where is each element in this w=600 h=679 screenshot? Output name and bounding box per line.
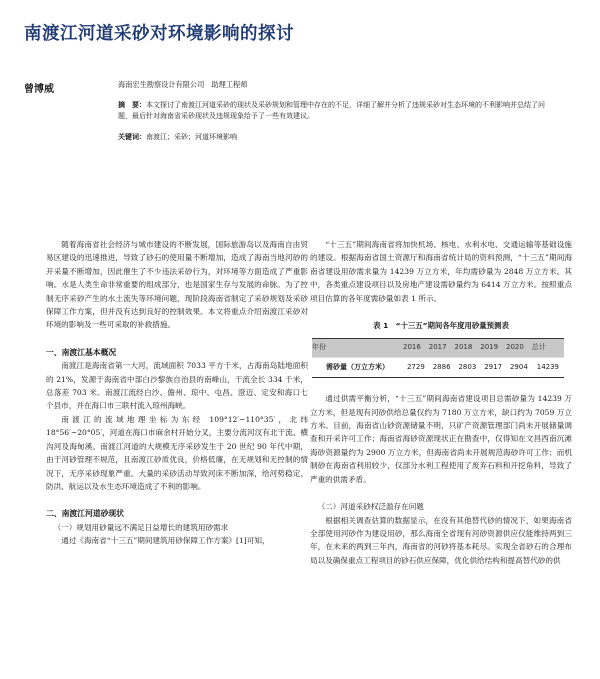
right-paragraph-3: 根据相关调查估算的数据显示，在没有其他替代砂的情况下，如果海南省全部使用河砂作为建设用砂，那么海南全省现有河砂资源供应仅能维持两到三年，在未来的两到三年内，海南省的河砂将基本耗尽。实现全省砂石的合理布局以及确保重点工程项目的砂石供应保障，优化供给结构和提高替代砂的供 [310,515,572,565]
table-row [312,357,564,377]
table-header-cell: 2020 [506,339,532,357]
intro-paragraph: 随着海南省社会经济与城市建设的不断发展，国际旅游岛以及海南自由贸易区建设的迅速推进，导致了砂石的使用量不断增加，造成了海南当地河砂的开采量不断增加，因此催生了不少违法采砂行为，对环境等方面造成了严重影响。水是人类生命非常重要的组成部分，也是国家生存与发展的命脉。为了控制无序采砂产生的水土流失等环境问题，现阶段海南省制定了采砂规划及采砂保障工作方案，但并没有达到良好的控制效果。本文将重点介绍南渡江采砂对环境的影响及一些可采取的补救措施。 [46,240,308,330]
table-cell: 2917 [480,357,506,377]
table-header-cell: 2016 [403,339,429,357]
table-header-cell: 2019 [480,339,506,357]
section-1-paragraph-2: 南渡江的流域地理坐标为东经 109°12′~110°35′，北纬 18°56′~20°05′，河道在海口市麻余村开始分叉，主要分流河汊有北干流、横沟河及海甸溪。南渡江河道的大规模无序采砂发生于 20 世纪 90 年代中期，由于河砂管理不规范，且南渡江砂质优良，价格低廉，在无规划和无控制的情况下，无序采砂现象严重。大量的采砂活动导致河床不断加深，给河势稳定、防洪、航运以及水生态环境造成了不利的影响。 [46,414,308,491]
table-cell: 14239 [532,357,564,377]
author-affiliation: 海南宏生勘察设计有限公司 助理工程师 [118,80,248,89]
page-title: 南渡江河道采砂对环境影响的探讨 [24,24,294,44]
table-cell: 2803 [455,357,481,377]
table-header-cell: 2018 [455,339,481,357]
subsection-1-heading: （一）规划用砂量远不满足日益增长的建筑用砂需求 [53,522,229,532]
keywords-text: 南渡江；采砂；河道环境影响 [146,133,237,141]
table-cell: 2729 [403,357,429,377]
right-paragraph-1: “十三五”期间海南省将加快机场、核电、水利水电、交通运输等基础设施的建设。根据海南省国土资源厅和海南省统计局的资料预测，“十三五”期间海南省建设用砂需求量为 14239 万立方米，年均需砂量为 2848 万立方米。其中，各类重点建设项目以及房地产建设需砂量约为 6414 万立方米。按照重点项目估算的各年度需砂量如表 1 所示。 [310,240,572,303]
section-1-heading: 一、南渡江基本概况 [46,347,117,357]
right-paragraph-2: 通过供需平衡分析，“十三五”期间海南省建设项目总需砂量为 14239 万立方米，但是现有河砂供给总量仅约为 7180 万立方米，缺口约为 7059 万立方米。目前，海南省山砂资源储量不明，只矿产资源管理部门尚未开展储量调查和开采许可工作；海南省海砂资源现状正在勘查中，仅得知在文昌西南沉滩海砂资源量约为 2900 万立方米，但海南省尚未开展规范海砂许可工作；而机制砂在海南省利用较少，仅部分水利工程使用了废弃石料和开挖角料，导致了严重的供需矛盾。 [310,394,572,484]
table-header-row [312,339,564,357]
table-header-cell: 总计 [532,339,564,357]
table-caption: 表 1 “十三五”期间各年度用砂量预测表 [373,321,509,331]
keywords [118,132,558,142]
section-2-heading: 二、南渡江河道砂现状 [46,509,124,519]
left-column [46,238,308,548]
author-name: 曾博威 [24,84,54,95]
table-header-cell: 2017 [429,339,455,357]
table-header-cell: 年份 [312,339,403,357]
abstract [118,99,558,122]
section-1-paragraph-1: 南渡江是海南省第一大河，流域面积 7033 平方千米，占海南岛陆地面积的 21%，发源于海南省中部白沙黎族自治县的南峰山，干流全长 334 千米，总落差 703 米。南渡江流经白沙、儋州、琼中、屯昌、澄迈、定安和海口七个县市，并在海口市三联村流入琼州海峡。 [46,361,308,411]
table-cell: 2904 [506,357,532,377]
subsection-2-heading: （二）河道采砂权泛滥存在问题 [317,502,424,512]
section-2-paragraph-1: 通过《海南省“十三五”期间建筑用砂保障工作方案》[1]可知， [61,536,270,546]
right-column [310,238,572,567]
abstract-label: 摘 要： [118,100,146,109]
table-row-label: 需砂量（万立方米） [312,357,403,377]
table-cell: 2886 [429,357,455,377]
abstract-text: 本文探讨了南渡江河道采砂的现状及采砂规划和管理中存在的不足，详细了解并分析了违规采砂对生态环境的不利影响并总结了问题，最后针对海南省采砂现状及违规现象给予了一些有效建议。 [118,101,545,120]
keywords-label: 关键词： [118,132,146,141]
sand-demand-table [312,338,564,378]
